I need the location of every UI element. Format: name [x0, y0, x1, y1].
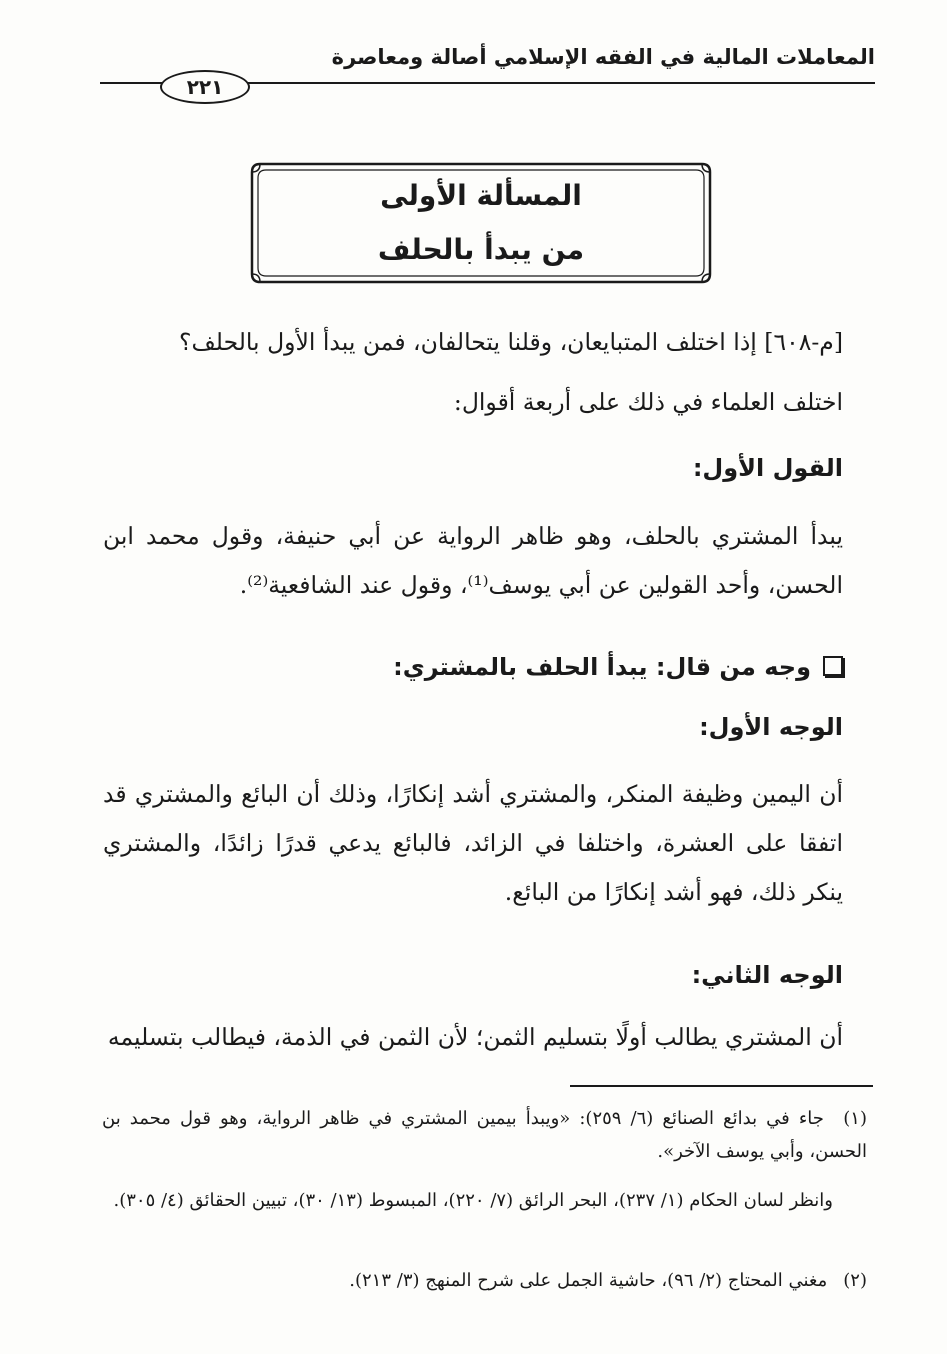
page-number: ٢٢١ [160, 70, 250, 104]
square-bullet-icon [823, 656, 843, 676]
paragraph-aspect-one: أن اليمين وظيفة المنكر، والمشتري أشد إنكارًا، وذلك أن البائع والمشتري قد اتفقا على العشرة، واختلفا في الزائد، فالبائع يدعي قدرًا زائدًا، والمشتري ينكر ذلك، فهو أشد إنكارًا من البائع. [103, 780, 843, 906]
footnote-2-number: (٢) [843, 1270, 867, 1291]
chapter-subtitle: من يبدأ بالحلف [377, 233, 585, 266]
running-title: المعاملات المالية في الفقه الإسلامي أصالة ومعاصرة [331, 45, 875, 69]
paragraph-aspect-two: أن المشتري يطالب أولًا بتسليم الثمن؛ لأن الثمن في الذمة، فيطالب بتسليمه [107, 1023, 843, 1051]
paragraph-intro: اختلف العلماء في ذلك على أربعة أقوال: [453, 388, 843, 416]
heading-aspect-two: الوجه الثاني: [691, 961, 843, 989]
footnote-1-refs: وانظر لسان الحكام (١/ ٢٣٧)، البحر الرائق (٧/ ٢٢٠)، المبسوط (١٣/ ٣٠)، تبيين الحقائق (٤/ ٣٠٥). [113, 1190, 833, 1211]
heading-reason [103, 647, 843, 687]
footnote-1-number: (١) [843, 1108, 867, 1129]
footnote-1-text: جاء في بدائع الصنائع (٦/ ٢٥٩): «ويبدأ بيمين المشتري في ظاهر الرواية، وهو قول محمد بن الحسن، وأبي يوسف الآخر». [102, 1108, 867, 1162]
footnote-2-text: مغني المحتاج (٢/ ٩٦)، حاشية الجمل على شرح المنهج (٣/ ٢١٣). [349, 1270, 828, 1291]
heading-reason-text: وجه من قال: يبدأ الحلف بالمشتري: [393, 653, 811, 681]
paragraph-first-saying: يبدأ المشتري بالحلف، وهو ظاهر الرواية عن أبي حنيفة، وقول محمد ابن الحسن، وأحد القولين عن أبي يوسف⁽¹⁾، وقول عند الشافعية⁽²⁾. [103, 522, 843, 599]
title-frame [248, 160, 714, 286]
paragraph-question: [م-٦٠٨] إذا اختلف المتبايعان، وقلنا يتحالفان، فمن يبدأ الأول بالحلف؟ [178, 328, 843, 356]
footnote-2 [102, 1264, 867, 1297]
heading-first-saying: القول الأول: [692, 454, 843, 482]
footnote-rule [570, 1085, 873, 1087]
heading-aspect-one: الوجه الأول: [699, 713, 843, 741]
chapter-title: المسألة الأولى [380, 179, 582, 212]
footnote-1 [102, 1102, 867, 1168]
